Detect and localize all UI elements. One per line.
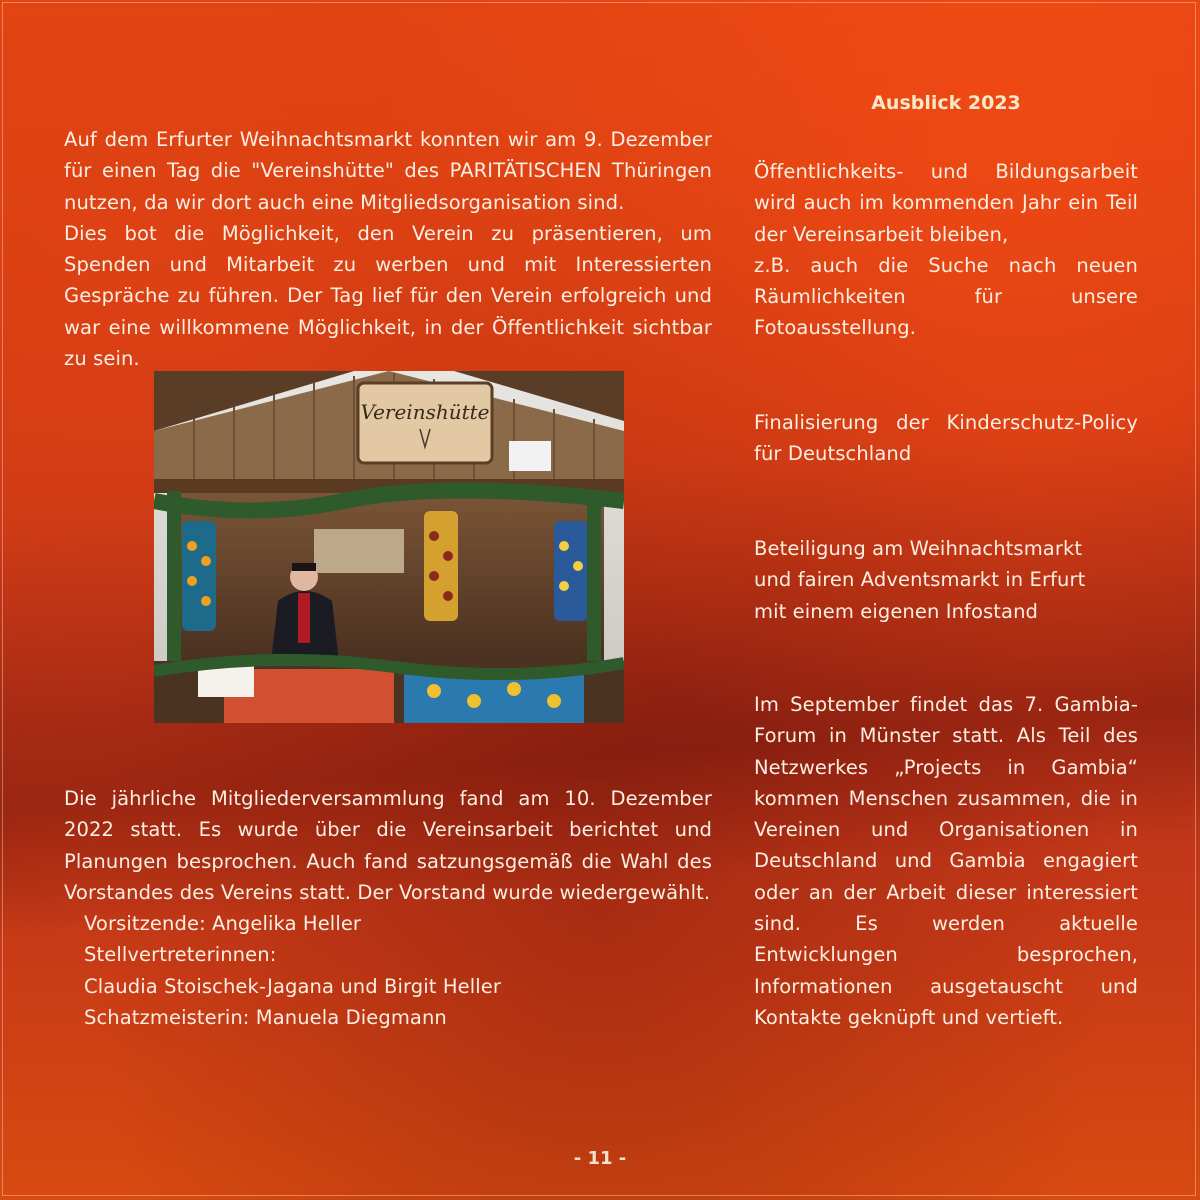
board-treasurer: Schatzmeisterin: Manuela Diegmann [84, 1006, 447, 1030]
market-stall-photo [154, 371, 624, 723]
outlook-item-policy-text: Finalisierung der Kinderschutz-Policy für Deutschland [754, 411, 1138, 466]
outlook-market-line-2: und fairen Adventsmarkt in Erfurt [754, 568, 1086, 592]
outlook-item-education [754, 156, 1138, 344]
intro-paragraph-1: Auf dem Erfurter Weihnachtsmarkt konnten wir am 9. Dezember für einen Tag die "Vereinshütte" des PARITÄTISCHEN Thüringen nutzen, da wir dort auch eine Mitgliedsorganisation sind. [64, 128, 712, 214]
intro-paragraph-2: Dies bot die Möglichkeit, den Verein zu präsentieren, um Spenden und Mitarbeit zu werben und mit Interessierten Gespräche zu führen. Der Tag lief für den Verein erfolgreich und war eine willkommene Möglichkeit, in der Öffentlichkeit sichtbar zu sein. [64, 221, 712, 371]
outlook-item-forum [754, 689, 1138, 1033]
board-chair: Vorsitzende: Angelika Heller [84, 912, 362, 936]
meeting-text [64, 783, 712, 1033]
outlook-item-policy [754, 407, 1138, 470]
outlook-item-market [754, 533, 1138, 627]
meeting-paragraph: Die jährliche Mitgliederversammlung fand am 10. Dezember 2022 statt. Es wurde über die Vereinsarbeit berichtet und Planungen besprochen. Auch fand satzungsgemäß die Wahl des Vorstandes des Vereins statt. Der Vorstand wurde wiedergewählt. [64, 787, 712, 904]
board-deputies: Claudia Stoischek-Jagana und Birgit Heller [84, 974, 501, 998]
page-number: - 11 - [573, 1148, 627, 1169]
outlook-item-education-text: Öffentlichkeits- und Bildungsarbeit wird auch im kommenden Jahr ein Teil der Vereinsarbeit bleiben, [754, 160, 1138, 246]
intro-text [64, 124, 712, 374]
outlook-item-exhibition-text: z.B. auch die Suche nach neuen Räumlichkeiten für unsere Fotoausstellung. [754, 253, 1138, 340]
outlook-market-line-1: Beteiligung am Weihnachtsmarkt [754, 537, 1083, 560]
outlook-item-forum-text: Im September findet das 7. Gambia-Forum in Münster statt. Als Teil des Netzwerkes „Projects in Gambia“ kommen Menschen zusammen, die in Vereinen und Organisationen in Deutschland und Gambia engagiert oder an der Arbeit dieser interessiert sind. Es werden aktuelle Entwicklungen besprochen, Informationen ausgetauscht und Kontakte geknüpft und vertieft. [754, 693, 1138, 1029]
outlook-heading: Ausblick 2023 [871, 92, 1021, 114]
stall-sign-text: Vereinshütte [360, 400, 490, 424]
outlook-market-line-3: mit einem eigenen Infostand [754, 599, 1039, 623]
board-deputies-label: Stellvertreterinnen: [84, 943, 277, 967]
